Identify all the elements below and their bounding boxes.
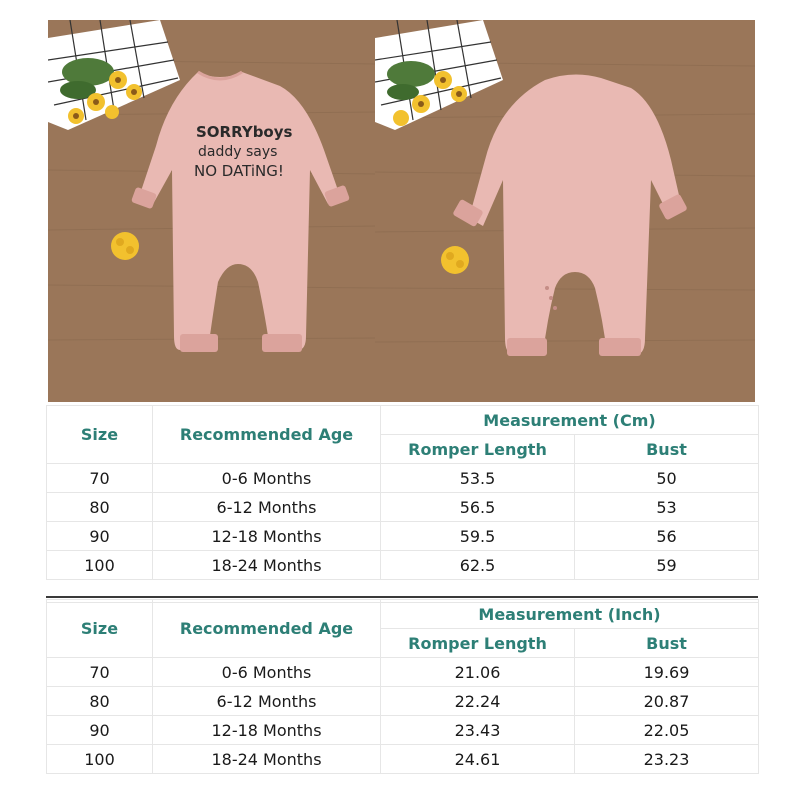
table-row bbox=[47, 658, 759, 687]
age-cell: 12-18 Months bbox=[153, 716, 381, 745]
bust-cell: 50 bbox=[575, 464, 759, 493]
table-row bbox=[47, 745, 759, 774]
romper-front-photo bbox=[48, 20, 378, 402]
length-cell: 59.5 bbox=[381, 522, 575, 551]
length-cell: 21.06 bbox=[381, 658, 575, 687]
size-cell: 90 bbox=[47, 716, 153, 745]
print-line-1: SORRYboys bbox=[196, 123, 293, 141]
size-cell: 100 bbox=[47, 551, 153, 580]
age-header: Recommended Age bbox=[153, 406, 381, 464]
length-cell: 53.5 bbox=[381, 464, 575, 493]
romper-back-photo bbox=[375, 20, 755, 402]
age-header: Recommended Age bbox=[153, 600, 381, 658]
yarn-ball bbox=[111, 232, 139, 260]
size-cell: 80 bbox=[47, 687, 153, 716]
bust-cell: 20.87 bbox=[575, 687, 759, 716]
table-row bbox=[47, 493, 759, 522]
age-cell: 0-6 Months bbox=[153, 464, 381, 493]
size-chart-inch bbox=[46, 599, 759, 774]
bust-cell: 56 bbox=[575, 522, 759, 551]
table-row bbox=[47, 522, 759, 551]
table-row bbox=[47, 716, 759, 745]
size-header: Size bbox=[47, 406, 153, 464]
size-cell: 70 bbox=[47, 658, 153, 687]
age-cell: 18-24 Months bbox=[153, 551, 381, 580]
table-row bbox=[47, 687, 759, 716]
bust-cell: 19.69 bbox=[575, 658, 759, 687]
size-header: Size bbox=[47, 600, 153, 658]
yarn-ball bbox=[441, 246, 469, 274]
age-cell: 12-18 Months bbox=[153, 522, 381, 551]
bust-header: Bust bbox=[575, 435, 759, 464]
age-cell: 0-6 Months bbox=[153, 658, 381, 687]
table-row bbox=[47, 464, 759, 493]
size-cell: 90 bbox=[47, 522, 153, 551]
bust-cell: 53 bbox=[575, 493, 759, 522]
length-cell: 23.43 bbox=[381, 716, 575, 745]
length-cell: 56.5 bbox=[381, 493, 575, 522]
romper-length-header: Romper Length bbox=[381, 435, 575, 464]
table-separator bbox=[46, 596, 758, 598]
table-row bbox=[47, 551, 759, 580]
bust-cell: 59 bbox=[575, 551, 759, 580]
bust-cell: 23.23 bbox=[575, 745, 759, 774]
bust-cell: 22.05 bbox=[575, 716, 759, 745]
bust-header: Bust bbox=[575, 629, 759, 658]
age-cell: 6-12 Months bbox=[153, 687, 381, 716]
romper-length-header: Romper Length bbox=[381, 629, 575, 658]
length-cell: 22.24 bbox=[381, 687, 575, 716]
length-cell: 24.61 bbox=[381, 745, 575, 774]
print-line-3: NO DATiNG! bbox=[194, 162, 284, 180]
measurement-group-header: Measurement (Inch) bbox=[381, 600, 759, 629]
size-cell: 100 bbox=[47, 745, 153, 774]
size-cell: 70 bbox=[47, 464, 153, 493]
print-line-2: daddy says bbox=[198, 144, 278, 160]
measurement-group-header: Measurement (Cm) bbox=[381, 406, 759, 435]
length-cell: 62.5 bbox=[381, 551, 575, 580]
age-cell: 18-24 Months bbox=[153, 745, 381, 774]
size-chart-cm bbox=[46, 405, 759, 603]
age-cell: 6-12 Months bbox=[153, 493, 381, 522]
size-cell: 80 bbox=[47, 493, 153, 522]
